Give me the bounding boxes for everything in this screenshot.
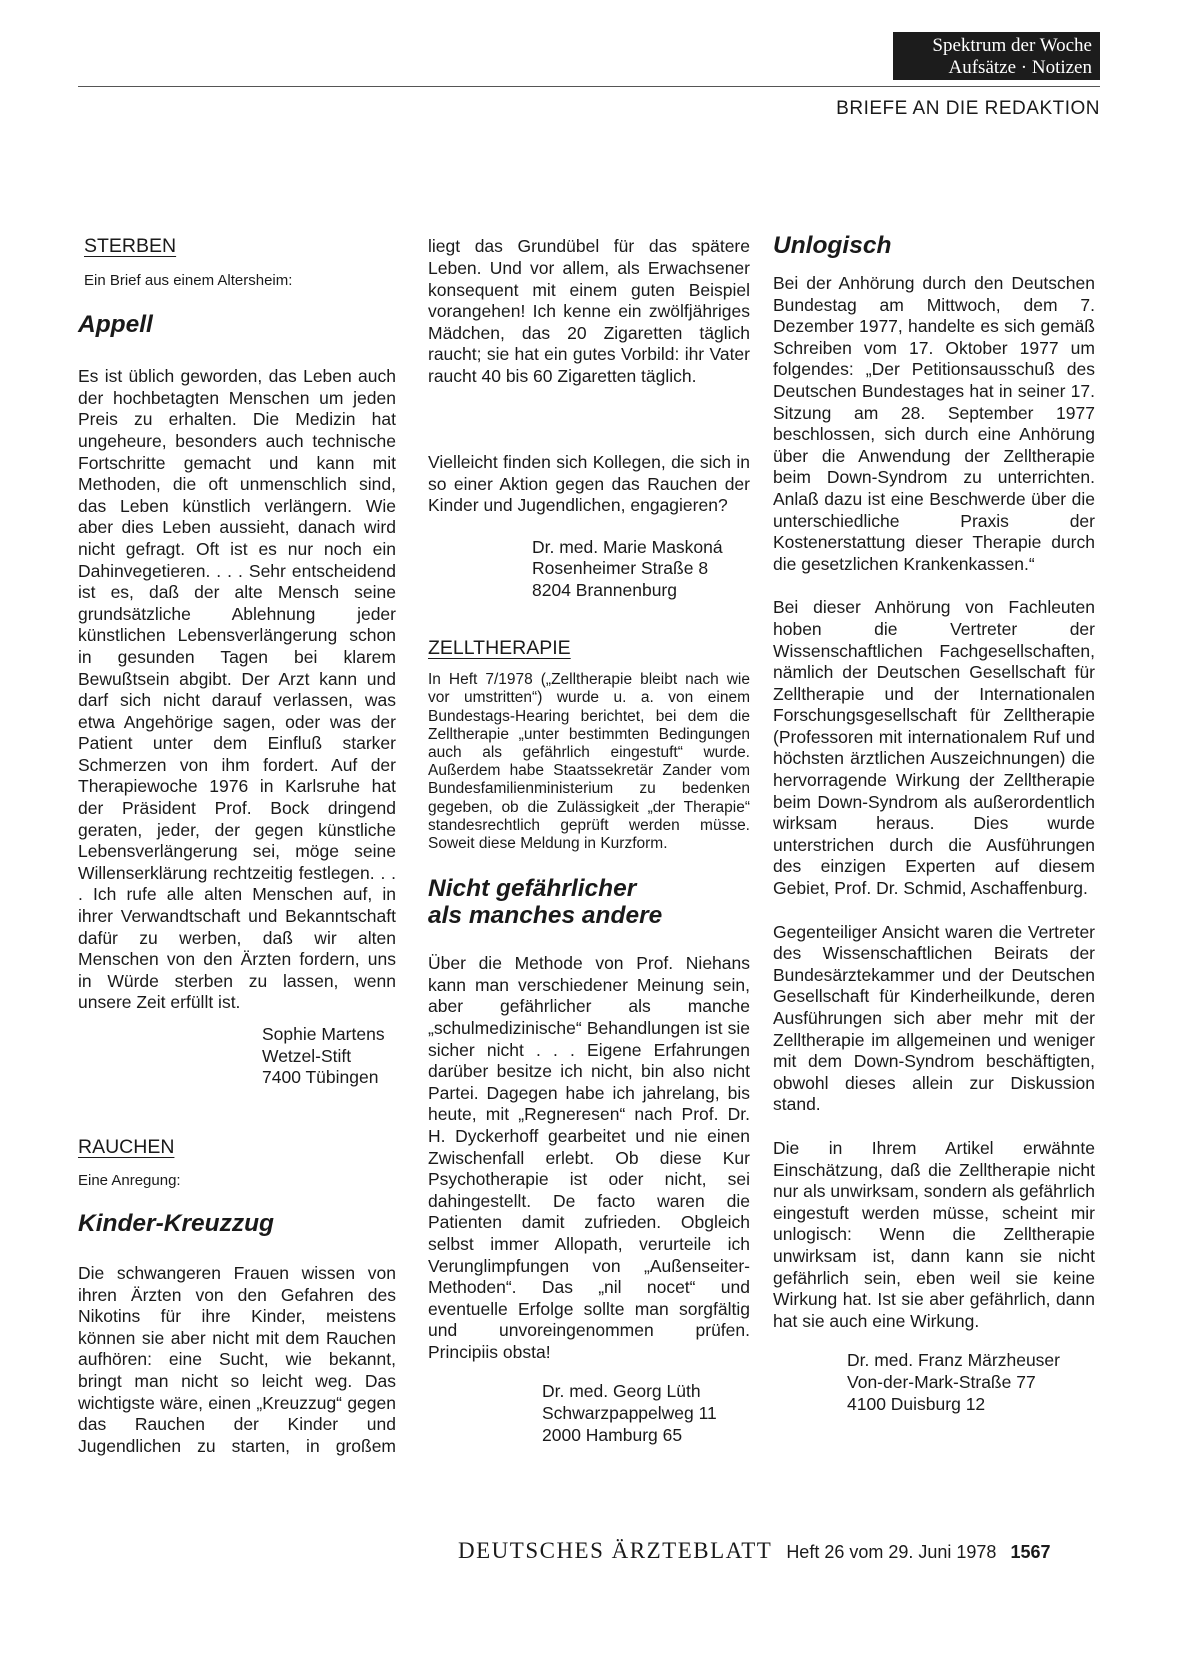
letter-body-kreuzzug-appeal: Vielleicht finden sich Kollegen, die sich in so einer Aktion gegen das Rauchen der Kinder und Jugendlichen, engagieren? bbox=[428, 452, 750, 516]
letter-body-unlogisch-1: Bei der Anhörung durch den Deutschen Bundestag am Mittwoch, dem 7. Dezember 1977, handelte es sich gemäß Schreiben vom 17. Oktober 1977 um folgendes: „Der Petitionsausschuß des Deutschen Bundestages hat in seiner 17. Sitzung am 28. September 1977 beschlossen, sich durch eine Anhörung über die Anwendung der Zelltherapie beim Down-Syndrom zu unterrichten. Anlaß dazu ist eine Beschwerde über die unterschiedliche Praxis der Kostenerstattung dieser Therapie durch die gesetzlichen Krankenkassen.“ bbox=[773, 273, 1095, 574]
page-number: 1567 bbox=[1010, 1542, 1051, 1562]
badge-line-2: Aufsätze · Notizen bbox=[948, 57, 1092, 78]
section-badge bbox=[893, 32, 1100, 80]
badge-line-1: Spektrum der Woche bbox=[932, 35, 1092, 56]
intro-sterben: Ein Brief aus einem Altersheim: bbox=[84, 271, 293, 289]
headline-line-1: Nicht gefährlicher bbox=[428, 875, 637, 903]
section-title: BRIEFE AN DIE REDAKTION bbox=[836, 98, 1100, 119]
letter-body-kreuzzug: Die schwangeren Frauen wissen von ihren Ärzten von den Gefahren des Nikotins für ihre Kinder, meistens können sie aber nicht mit dem Rauchen aufhören: eine Sucht, wie bekannt, bringt man nicht so leicht weg. Das wichtigste wäre, einen „Kreuzzug“ gegen das Rauchen der Kinder und Jugendlichen zu starten, in großem bbox=[78, 1262, 396, 1456]
page-footer bbox=[458, 1538, 1051, 1564]
headline-nicht-gefaehrlicher bbox=[428, 875, 750, 929]
signature-maerzheuser: Dr. med. Franz Märzheuser Von-der-Mark-Straße 77 4100 Duisburg 12 bbox=[847, 1350, 1060, 1414]
headline-kinder-kreuzzug: Kinder-Kreuzzug bbox=[78, 1209, 274, 1237]
letter-body-unlogisch-2: Bei dieser Anhörung von Fachleuten hoben die Vertreter der Wissenschaftlichen Fachgesellschaften, nämlich der Deutschen Gesellschaft für Zelltherapie und der Internationalen Forschungsgesellschaft für Zelltherapie (Professoren mit internationalem Ruf und höchsten ärztlichen Auszeichnungen) die hervorragende Wirkung der Zelltherapie beim Down-Syndrom als außerordentlich wirksam heraus. Dies wurde unterstrichen durch die Ausführungen des einzigen Experten auf diesem Gebiet, Prof. Dr. Schmid, Aschaffenburg. bbox=[773, 597, 1095, 899]
headline-line-2: als manches andere bbox=[428, 902, 663, 930]
letter-body-unlogisch-3: Gegenteiliger Ansicht waren die Vertreter des Wissenschaftlichen Beirats der Bundesärztekammer und der Deutschen Gesellschaft für Kinderheilkunde, deren Ausführungen sich aber mehr mit der Zelltherapie im allgemeinen und weniger mit dem Down-Syndrom beschäftigten, obwohl dieses allein zur Diskussion stand. bbox=[773, 921, 1095, 1115]
rubric-zelltherapie: ZELLTHERAPIE bbox=[428, 636, 571, 659]
letter-body-nicht-gefaehrlicher: Über die Methode von Prof. Niehans kann man verschiedener Meinung sein, aber gefährlicher als manche „schulmedizinische“ Behandlungen ist sie sicher nicht . . . Eigene Erfahrungen darüber besitze ich nicht, bin also nicht Partei. Dagegen habe ich jahrelang, bis heute, mit „Regneresen“ nach Prof. Dr. H. Dyckerhoff gearbeitet und nie einen Zwischenfall erlebt. Ob diese Kur Psychotherapie ist oder nicht, sei dahingestellt. De facto waren die Patienten damit zufrieden. Obgleich selbst immer Allopath, verurteile ich Verunglimpfungen von „Außenseiter-Methoden“. Das „nil nocet“ und eventuelle Erfolge sollte man sorgfältig und unvoreingenommen prüfen. Principiis obsta! bbox=[428, 953, 750, 1362]
header-rule bbox=[78, 86, 1100, 87]
column-1 bbox=[78, 236, 396, 1458]
letter-body-unlogisch-4: Die in Ihrem Artikel erwähnte Einschätzung, daß die Zelltherapie nicht nur als unwirksam, sondern als gefährlich eingestuft werden müsse, scheint mir unlogisch: Wenn die Zelltherapie unwirksam ist, dann kann sie nicht gefährlich sein, eben weil sie keine Wirkung hat. Ist sie aber gefährlich, dann hat sie auch eine Wirkung. bbox=[773, 1137, 1095, 1331]
intro-rauchen: Eine Anregung: bbox=[78, 1172, 181, 1190]
journal-name: DEUTSCHES ÄRZTEBLATT bbox=[458, 1538, 773, 1563]
signature-martens: Sophie Martens Wetzel-Stift 7400 Tübingen bbox=[262, 1024, 385, 1088]
rubric-rauchen: RAUCHEN bbox=[78, 1135, 175, 1158]
signature-maskona: Dr. med. Marie Maskoná Rosenheimer Straße 8 8204 Brannenburg bbox=[532, 536, 723, 600]
issue-info: Heft 26 vom 29. Juni 1978 bbox=[786, 1542, 997, 1562]
rubric-sterben: STERBEN bbox=[84, 235, 177, 257]
signature-lueth: Dr. med. Georg Lüth Schwarzpappelweg 11 2000 Hamburg 65 bbox=[542, 1381, 717, 1445]
headline-unlogisch: Unlogisch bbox=[773, 232, 892, 259]
letter-body-kreuzzug-continued bbox=[428, 236, 750, 430]
column-3 bbox=[773, 232, 1095, 1415]
column-2 bbox=[428, 236, 750, 1446]
editorial-note: In Heft 7/1978 („Zelltherapie bleibt nach wie vor umstritten“) wurde u. a. von einem Bundestags-Hearing berichtet, bei dem die Zelltherapie „unter bestimmten Bedingungen auch als gefährlich eingestuft“ wurde. Außerdem habe Staatssekretär Zander vom Bundesfamilienministerium zu bedenken gegeben, ob die Zulässigkeit „der Therapie“ standesrechtlich geprüft werden müsse. Soweit diese Meldung in Kurzform. bbox=[428, 671, 750, 852]
letter-body-appell: Es ist üblich geworden, das Leben auch der hochbetagten Menschen um jeden Preis zu erhalten. Die Medizin hat ungeheure, besonders auch technische Fortschritte gemacht und kann mit Methoden, die oft unmenschlich sind, das Leben künstlich verlängern. Wie aber dies Leben aussieht, danach wird nicht gefragt. Oft ist es nur noch ein Dahinvegetieren. . . . Sehr entscheidend ist es, daß der alte Mensch seine grundsätzliche Ablehnung jeder künstlichen Lebensverlängerung schon in gesunden Tagen bei klarem Bewußtsein abgibt. Der Arzt kann und darf sich nicht darauf verlassen, was etwa Angehörige sagen, oder was der Patient unter dem Einfluß starker Schmerzen von ihm fordert. Auf der Therapiewoche 1976 in Karlsruhe hat der Präsident Prof. Bock dringend geraten, jeder, der gegen künstliche Lebensverlängerung sei, möge seine Willenserklärung rechtzeitig festlegen. . . . Ich rufe alle alten Menschen auf, in ihrer Verwandtschaft und Bekanntschaft dafür zu werben, daß wir alten Menschen von den Ärzten fordern, uns in Würde sterben zu lassen, wenn unsere Zeit erfüllt ist. bbox=[78, 366, 396, 1013]
letter-body-kreuzzug-continued-text: liegt das Grundübel für das spätere Leben. Und vor allem, als Erwachsener konsequent mit einem guten Beispiel vorangehen! Ich kenne ein zwölfjähriges Mädchen, das 20 Zigaretten täglich raucht; sie hat ein gutes Vorbild: ihr Vater raucht 40 bis 60 Zigaretten täglich. bbox=[428, 236, 750, 386]
headline-appell: Appell bbox=[78, 311, 153, 339]
